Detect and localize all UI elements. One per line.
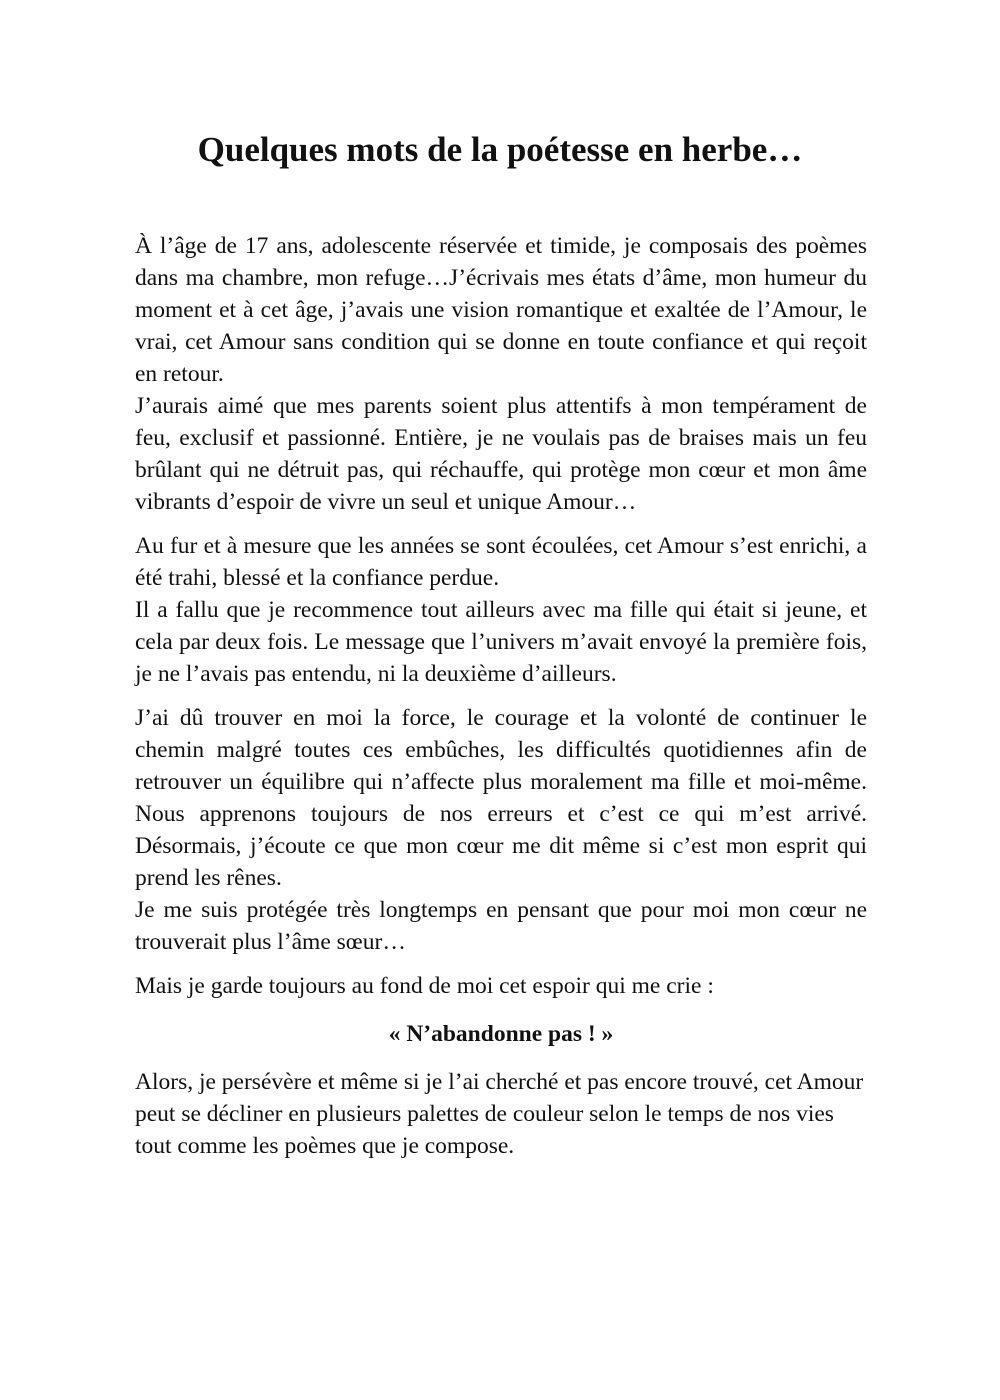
quote-line: « N’abandonne pas ! » [388,1021,614,1047]
body-text [135,230,867,1162]
page-title: Quelques mots de la poétesse en herbe… [197,130,803,169]
paragraph-5: J’ai dû trouver en moi la force, le courage et la volonté de continuer le chemin malgré toutes ces embûches, les difficultés quotidiennes afin de retrouver un équilibre qui n’affecte plus moralement ma fille et moi-même. Nous apprenons toujours de nos erreurs et c’est ce qui m’est arrivé. Désormais, j’écoute ce que mon cœur me dit même si c’est mon esprit qui prend les rênes. [135,705,867,891]
paragraph-4: Il a fallu que je recommence tout ailleurs avec ma fille qui était si jeune, et cela par deux fois. Le message que l’univers m’avait envoyé la première fois, je ne l’avais pas entendu, ni la deuxième d’ailleurs. [135,597,867,687]
paragraph-2: J’aurais aimé que mes parents soient plus attentifs à mon tempérament de feu, exclusif et passionné. Entière, je ne voulais pas de braises mais un feu brûlant qui ne détruit pas, qui réchauffe, qui protège mon cœur et mon âme vibrants d’espoir de vivre un seul et unique Amour… [135,393,867,515]
paragraph-6: Je me suis protégée très longtemps en pensant que pour moi mon cœur ne trouverait plus l’âme sœur… [135,897,867,955]
paragraph-1: À l’âge de 17 ans, adolescente réservée et timide, je composais des poèmes dans ma chambre, mon refuge…J’écrivais mes états d’âme, mon humeur du moment et à cet âge, j’avais une vision romantique et exaltée de l’Amour, le vrai, cet Amour sans condition qui se donne en toute confiance et qui reçoit en retour. [135,233,867,387]
paragraph-7: Mais je garde toujours au fond de moi cet espoir qui me crie : [135,973,714,999]
paragraph-3: Au fur et à mesure que les années se sont écoulées, cet Amour s’est enrichi, a été trahi, blessé et la confiance perdue. [135,533,867,591]
paragraph-8: Alors, je persévère et même si je l’ai cherché et pas encore trouvé, cet Amour peut se décliner en plusieurs palettes de couleur selon le temps de nos vies tout comme les poèmes que je compose. [135,1069,864,1159]
